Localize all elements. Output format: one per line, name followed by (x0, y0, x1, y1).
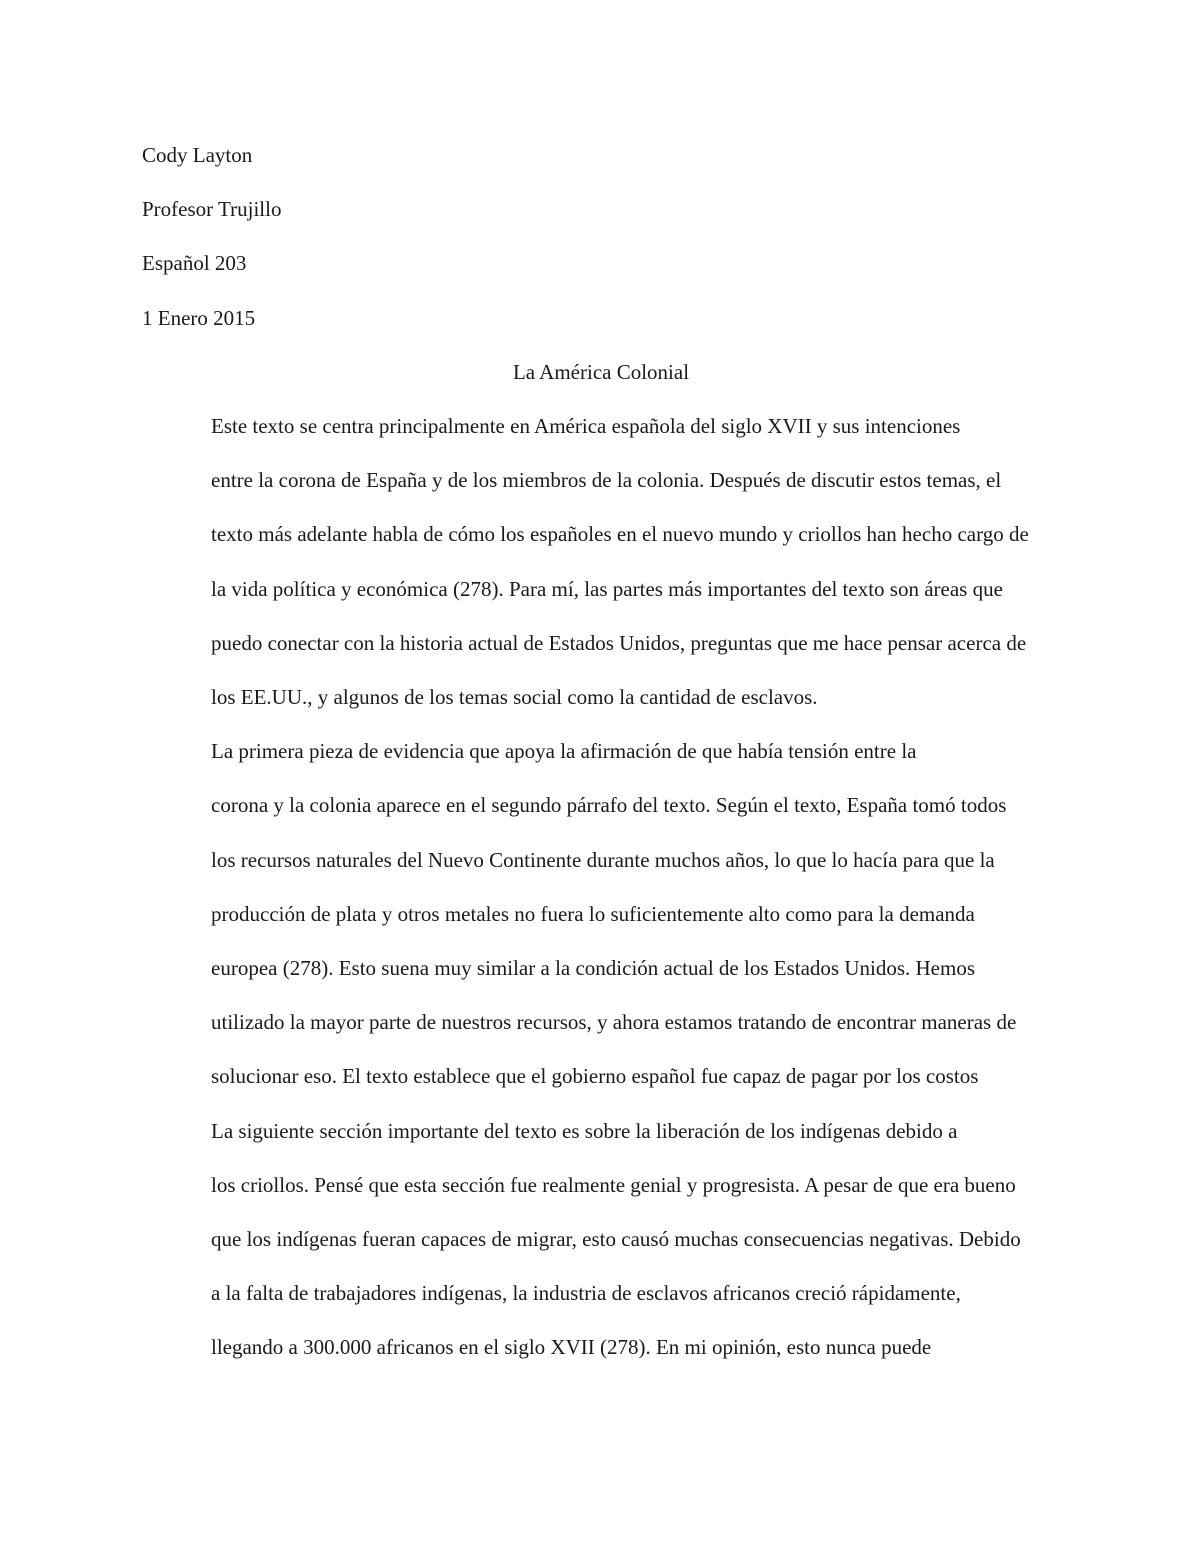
text-line: La primera pieza de evidencia que apoya la afirmación de que había tensión entre la (211, 739, 917, 764)
paragraph-1 (142, 399, 1060, 724)
document-body (142, 128, 1060, 1375)
text-line: los criollos. Pensé que esta sección fue realmente genial y progresista. A pesar de que era bueno (211, 1172, 1016, 1197)
text-line: a la falta de trabajadores indígenas, la industria de esclavos africanos creció rápidamente, (211, 1281, 961, 1306)
text-line: Este texto se centra principalmente en América española del siglo XVII y sus intenciones (211, 414, 961, 439)
text-line: llegando a 300.000 africanos en el siglo XVII (278). En mi opinión, esto nunca puede (211, 1335, 932, 1360)
author-name: Cody Layton (142, 143, 253, 167)
text-line: los EE.UU., y algunos de los temas social como la cantidad de esclavos. (211, 685, 818, 710)
text-line: entre la corona de España y de los miembros de la colonia. Después de discutir estos temas, el (211, 468, 1002, 493)
text-line: la vida política y económica (278). Para mí, las partes más importantes del texto son áreas que (211, 576, 1003, 601)
text-line: europea (278). Esto suena muy similar a la condición actual de los Estados Unidos. Hemos (211, 956, 975, 981)
text-line: los recursos naturales del Nuevo Continente durante muchos años, lo que lo hacía para que la (211, 847, 995, 872)
document-date: 1 Enero 2015 (142, 305, 256, 330)
course-name: Español 203 (142, 251, 247, 276)
professor-name: Profesor Trujillo (142, 197, 282, 222)
text-line: texto más adelante habla de cómo los españoles en el nuevo mundo y criollos han hecho cargo de (211, 522, 1029, 547)
text-line: que los indígenas fueran capaces de migrar, esto causó muchas consecuencias negativas. Debido (211, 1227, 1021, 1252)
text-line: corona y la colonia aparece en el segundo párrafo del texto. Según el texto, España tomó todos (211, 793, 1007, 818)
text-line: solucionar eso. El texto establece que el gobierno español fue capaz de pagar por los costos (211, 1064, 979, 1089)
text-line: puedo conectar con la historia actual de Estados Unidos, preguntas que me hace pensar acerca de (211, 630, 1027, 655)
text-line: producción de plata y otros metales no fuera lo suficientemente alto como para la demanda (211, 901, 975, 926)
text-line: utilizado la mayor parte de nuestros recursos, y ahora estamos tratando de encontrar maneras de (211, 1010, 1017, 1035)
paragraph-2 (142, 724, 1060, 1103)
document-title: La América Colonial (512, 359, 690, 384)
paragraph-3 (142, 1104, 1060, 1375)
text-line: La siguiente sección importante del texto es sobre la liberación de los indígenas debido a (211, 1118, 958, 1143)
